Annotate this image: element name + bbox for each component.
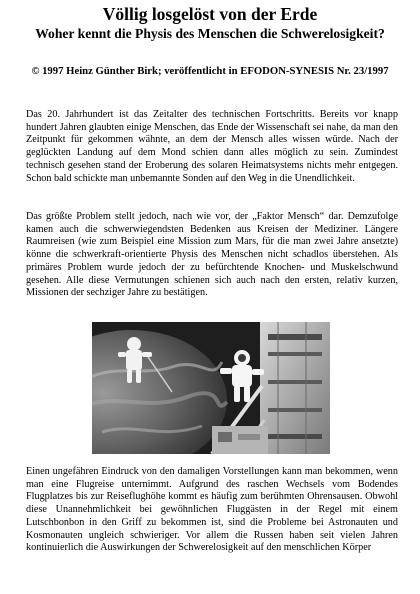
paragraph-2: Das größte Problem stellt jedoch, nach wie vor, der „Faktor Mensch“ dar. Demzufolge kamen auch die schwerwiegendsten Bedenken aus Kreisen der Mediziner. Längere Raumreisen (wie zum Beispiel eine Mission zum Mars, für die man zwei Jahre ansetzte) könne die schwerkraft-orientierte Physis des Menschen nicht schadlos überstehen. Als primäres Problem wurde jedoch der zu befürchtende Knochen- und Muskelschwund gesehen. Alle diese Vermutungen schienen sich auch nach den ersten, relativ kurzen, Missionen der sechziger Jahre zu bestätigen. bbox=[26, 211, 398, 299]
article-credit: © 1997 Heinz Günther Birk; veröffentlicht in EFODON-SYNESIS Nr. 23/1997 bbox=[31, 65, 389, 77]
astronaut-photo bbox=[92, 322, 330, 454]
article-title: Völlig losgelöst von der Erde bbox=[102, 4, 318, 24]
paragraph-3: Einen ungefähren Eindruck von den damaligen Vorstellungen kann man bekommen, wenn man eine Flugreise unternimmt. Aufgrund des raschen Wechsels vom Bodendes Flugplatzes bis zur Reiseflughöhe kommt es häufig zum berühmten Ohrensausen. Obwohl diese Unannehmlichkeit bei gewöhnlichen Fluggästen in der Regel mit einem Lutschbonbon in den Griff zu bekommen ist, sind die Probleme bei Astronauten und Kosmonauten ungleich schwieriger. Vor allem die Russen haben seit vielen Jahren kontinuierlich die Auswirkungen der Schwerelosigkeit auf den menschlichen Körper bbox=[26, 466, 398, 554]
article-subtitle: Woher kennt die Physis des Menschen die Schwerelosigkeit? bbox=[35, 26, 385, 41]
paragraph-1: Das 20. Jahrhundert ist das Zeitalter des technischen Fortschritts. Bereits vor knapp hundert Jahren glaubten einige Menschen, das Ende der Wissenschaft sei nahe, da man den Zeitpunkt für gekommen wähnte, an dem der Mensch alles wissen würde. Nach der geglückten Landung auf dem Mond schien dann alles möglich zu sein. Zumindest technisch gesehen stand der Eroberung des solaren Heimatsystems nichts mehr entgegen. Schon bald schickte man unbemannte Sonden auf den Weg in die Unendlichkeit. bbox=[26, 109, 398, 184]
